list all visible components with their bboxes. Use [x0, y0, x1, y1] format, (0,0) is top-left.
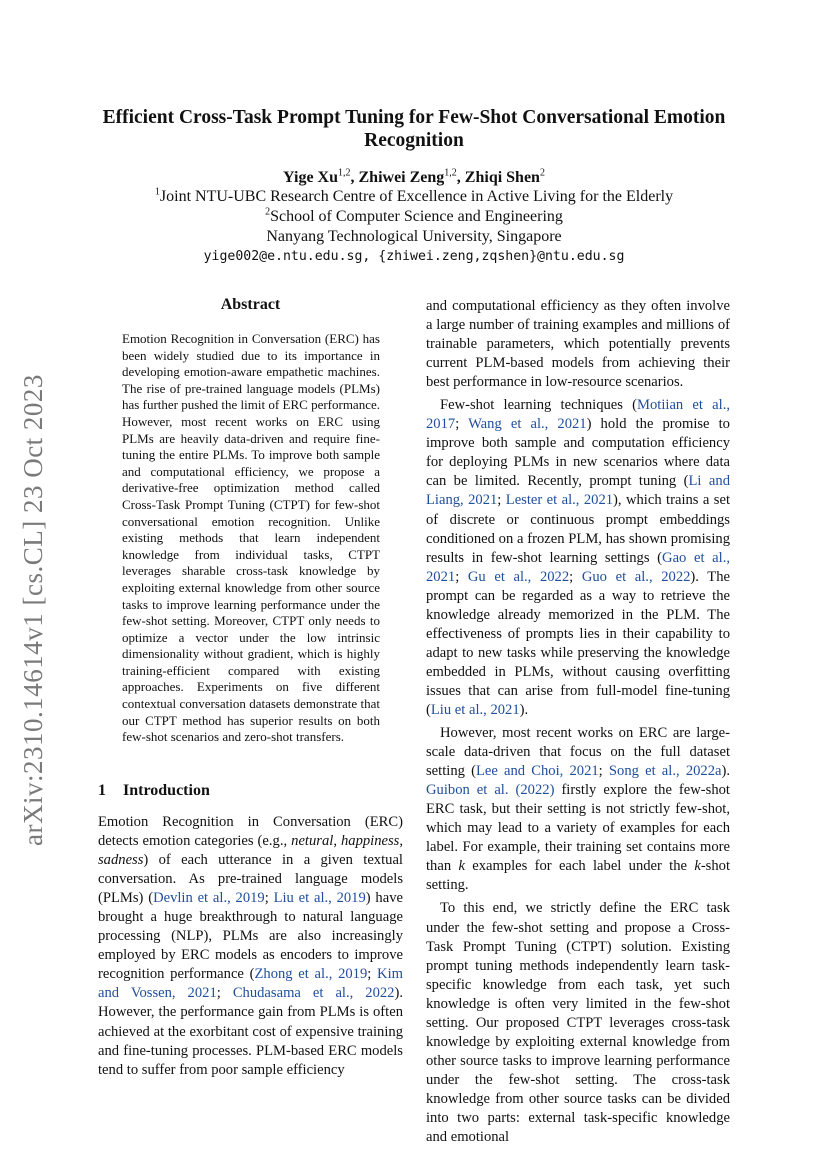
section-title: Introduction [123, 782, 210, 799]
abstract-text: Emotion Recognition in Conversation (ERC) has been widely studied due to its importance in developing emotion-aware empathetic machines. The rise of pre-trained language models (PLMs) has further pushed the limit of ERC performance. However, most recent works on ERC using PLMs are heavily data-driven and require fine-tuning the entire PLMs. To improve both sample and computational efficiency, we propose a derivative-free optimization method called Cross-Task Prompt Tuning (CTPT) for few-shot conversational emotion recognition. Unlike existing methods that learn independent knowledge from individual tasks, CTPT leverages sharable cross-task knowledge by exploiting external knowledge from other source tasks to improve learning performance under the few-shot setting. Moreover, CTPT only needs to optimize a vector under the low intrinsic dimensionality without gradient, which is highly training-efficient compared with existing approaches. Experiments on five different contextual conversation datasets demonstrate that our CTPT method has superior results on both few-shot scenarios and zero-shot transfers. [122, 331, 380, 745]
text-run: ). However, the performance gain from PLMs is often achieved at the exorbitant cost of expensive training and fine-tuning processes. PLM-based ERC models tend to suffer from poor sample efficiency [98, 985, 403, 1078]
text-run: ; [264, 890, 274, 907]
paper-title: Efficient Cross-Task Prompt Tuning for Few-Shot Conversational Emotion Recognition [102, 107, 726, 151]
text-run: ; [216, 985, 233, 1002]
citation-link[interactable]: Zhong et al., 2019 [254, 966, 368, 983]
text-run: ) have brought a huge breakthrough to natural language processing (NLP), PLMs are also increasingly employed by ERC models as encoders to improve recognition performance ( [98, 890, 403, 983]
text-run: ) hold the promise to improve both sample and computation efficiency for deploying PLMs in new scenarios where data can be limited. Recently, prompt tuning ( [426, 416, 730, 490]
text-run: However, most recent works on ERC are large-scale data-driven that focus on the full dataset setting ( [426, 725, 730, 780]
citation-link[interactable]: Motiian et al., 2017 [426, 397, 730, 433]
citation-link[interactable]: Devlin et al., 2019 [153, 890, 265, 907]
text-run: ). [519, 701, 529, 718]
citation-link[interactable]: Guo et al., 2022 [581, 568, 691, 585]
citation-link[interactable]: Chudasama et al., 2022 [232, 985, 395, 1002]
citation-link[interactable]: Lee and Choi, 2021 [475, 763, 599, 780]
text-run: -shot setting. [426, 858, 730, 894]
math-variable: k [458, 858, 465, 875]
text-run: ). The prompt can be regarded as a way to retrieve the knowledge already memorized in the PLM. The effectiveness of prompts lies in their capability to adapt to new tasks while preserving the knowledge embedded in PLMs, without causing overfitting issues that can arise from full-model fine-tuning ( [426, 568, 730, 718]
italic-term: sadness [98, 852, 144, 869]
text-run: ), which trains a set of discrete or continuous prompt embeddings conditioned on a frozen PLM, has shown promising results in few-shot learning settings ( [426, 492, 730, 566]
text-run: ; [598, 763, 609, 780]
author-affiliation-mark: 2 [539, 167, 545, 179]
text-run: ) of each utterance in a given textual conversation. As pre-trained language models (PLMs) ( [98, 852, 403, 907]
text-run: ; [569, 568, 582, 585]
abstract-heading: Abstract [220, 296, 281, 313]
left-column [98, 813, 403, 1084]
affiliation-text: School of Computer Science and Engineering [270, 208, 563, 225]
text-run: ; [455, 416, 469, 433]
text-run: ; [497, 492, 506, 509]
author-affiliation-mark: 1,2 [338, 167, 351, 179]
right-column [426, 297, 730, 1151]
citation-link[interactable]: Liu et al., 2021 [430, 701, 520, 718]
text-run: , [333, 833, 341, 850]
author-separator: , [350, 169, 359, 186]
text-run: ; [455, 568, 468, 585]
citation-link[interactable]: Gu et al., 2022 [467, 568, 570, 585]
paragraph: and computational efficiency as they often involve a large number of training examples and millions of trainable parameters, which potentially prevents current PLM-based models from achieving their best performance in low-resource scenarios. [426, 298, 730, 391]
paragraph [98, 813, 403, 1080]
arxiv-side-stamp: arXiv:2310.14614v1 [cs.CL] 23 Oct 2023 [18, 374, 48, 846]
section-heading [98, 782, 403, 800]
affiliation-mark: 1 [154, 186, 160, 198]
affiliation-line [80, 227, 748, 247]
paragraph: To this end, we strictly define the ERC task under the few-shot setting and propose a Cross-Task Prompt Tuning (CTPT) solution. Existing prompt tuning methods independently learn task-specific knowledge from each task, yet such knowledge is often very limited in the few-shot setting. Our proposed CTPT leverages cross-task knowledge by exploiting external knowledge from other source tasks to improve learning performance under the few-shot setting. The cross-task knowledge from other source tasks can be divided into two parts: external task-specific knowledge and emotional [426, 900, 730, 1146]
text-run: firstly explore the few-shot ERC task, but their setting is not strictly few-shot, which may lead to a variety of examples for each label. For example, their training set contains more than [426, 782, 730, 875]
affiliation-mark: 2 [265, 206, 271, 218]
affiliation-text: Nanyang Technological University, Singapore [266, 228, 562, 245]
text-run: ; [367, 966, 378, 983]
author-name: Yige Xu [283, 169, 338, 186]
paragraph [426, 396, 730, 720]
math-variable: k [694, 858, 701, 875]
citation-link[interactable]: Lester et al., 2021 [505, 492, 614, 509]
affiliation-line [80, 187, 748, 207]
paragraph [426, 724, 730, 895]
citation-link[interactable]: Song et al., 2022a [608, 763, 722, 780]
author-affiliation-mark: 1,2 [444, 167, 457, 179]
citation-link[interactable]: Li and Liang, 2021 [426, 473, 730, 509]
section-number: 1 [98, 782, 106, 799]
citation-link[interactable]: Liu et al., 2019 [273, 890, 366, 907]
author-emails: yige002@e.ntu.edu.sg, {zhiwei.zeng,zqshen}@ntu.edu.sg [203, 249, 625, 264]
affiliation-line [80, 207, 748, 227]
text-run: Few-shot learning techniques ( [440, 397, 638, 414]
author-name: Zhiwei Zeng [358, 169, 445, 186]
author-name: Zhiqi Shen [464, 169, 540, 186]
citation-link[interactable]: Wang et al., 2021 [468, 416, 587, 433]
text-run: ). [721, 763, 730, 780]
author-separator: , [456, 169, 465, 186]
text-run: , [399, 833, 404, 850]
author-list [80, 168, 748, 188]
citation-link[interactable]: Gao et al., 2021 [426, 549, 730, 585]
text-run: Emotion Recognition in Conversation (ERC) detects emotion categories (e.g., [98, 814, 403, 850]
text-run: examples for each label under the [464, 858, 695, 875]
italic-term: happiness [340, 833, 400, 850]
affiliation-text: Joint NTU-UBC Research Centre of Excellence in Active Living for the Elderly [159, 188, 674, 205]
italic-term: netural [291, 833, 334, 850]
citation-link[interactable]: Guibon et al. (2022) [426, 782, 555, 799]
citation-link[interactable]: Kim and Vossen, 2021 [98, 966, 403, 1002]
